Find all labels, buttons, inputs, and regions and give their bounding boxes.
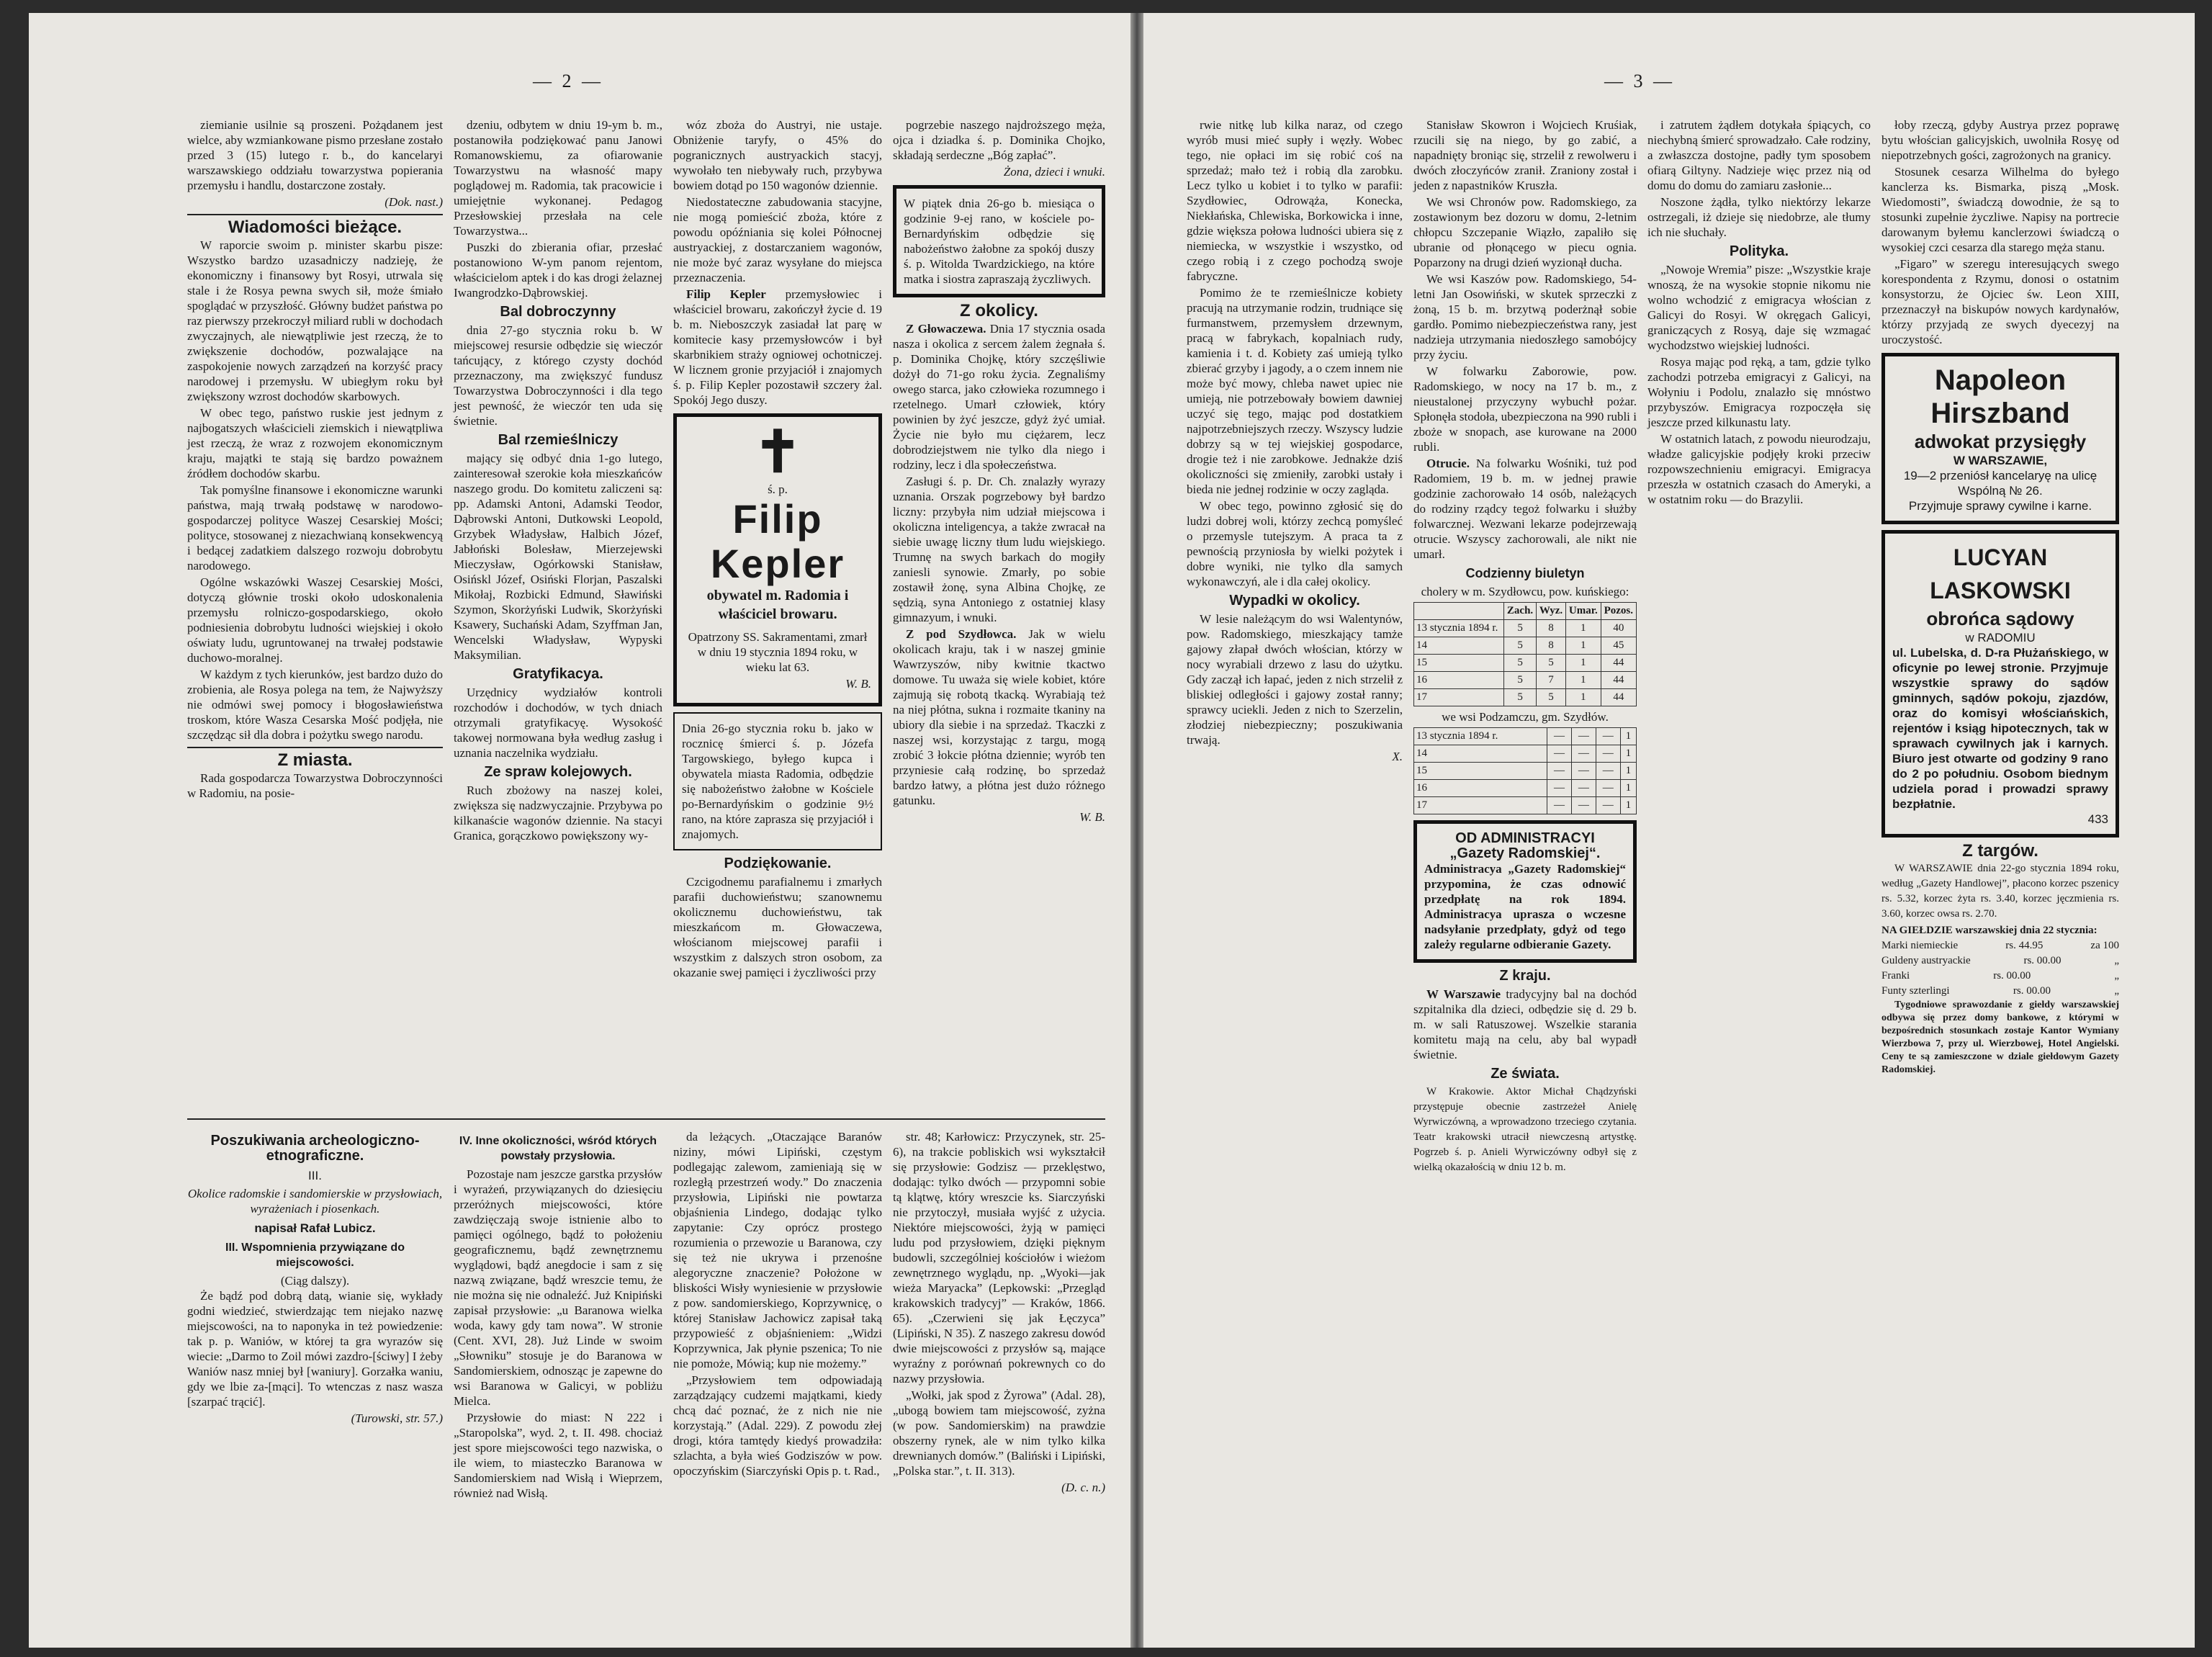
accidents-text: W lesie należącym do wsi Walentynów, pow. Radomskiego, mieszkający tamże gajowy złapał dwóch włościan, którzy w nocy wyrabiali drzewo z lasu do użytku. Gdy zaczął ich łapać, jeden z nich strzelił z bliskiej odległości i gajowy został ranny; sprawcy uciekli. Jeden z nich to Szerzelin, złodziej niebezpieczny; poszukiwania trwają. bbox=[1187, 612, 1403, 747]
cholera-row bbox=[1414, 745, 1637, 763]
ad2-city: w RADOMIU bbox=[1965, 631, 2036, 645]
szydlowiec-body: Jak w wielu okolicach kraju, tak i w naszej gminie Wawrzyszów, niby kwitnie tkactwo domowe. Tu uważa się wiele kobiet, które zajmują się robotą tkacką. Wyrabiają też na niej płótna, sukna i rozmaite tkaniny na ubiory dla siebie i na sprzedaż. Tkaczki z naszej wsi, korzystając z targu, mogą zrobić 3 łokcie płótna dziennie; wyrób ten przyniesie całą rodzinę, bo sprzedaż bardzo łatwy, a płótna jest dużo różnego gatunku. bbox=[893, 627, 1106, 807]
column-3 bbox=[1647, 117, 1871, 508]
cholera-row bbox=[1414, 637, 1637, 655]
town-text-cont-2: Puszki do zbierania ofiar, przesłać postanowiono W-ym panom rejentom, właścicielom aptek i do kas drogi żelaznej Iwangrodzko-Dąbrowskiej. bbox=[454, 241, 662, 300]
cholera-cell: — bbox=[1547, 797, 1572, 814]
cholera-row bbox=[1414, 728, 1637, 745]
divider bbox=[187, 214, 443, 215]
cholera-cell: 5 bbox=[1504, 637, 1537, 655]
szydlowiec-sign: W. B. bbox=[1079, 810, 1105, 824]
cholera-cell: 1 bbox=[1620, 728, 1636, 745]
cholera-cell: 15 bbox=[1414, 655, 1504, 672]
feuilleton-text: Że bądź pod dobrą datą, wianie się, wykłady godni wiedzieć, stwierdzając tem niejako nazwę miejscowości, na to naponyka in też powiedzenie: tak p. p. Waniów, w której ta gra wyrazów się wiecie: „Darmo to Zoil mówi zazdro-[ściwy] I żeby Waniów nasz mniej był [waniury]. Gorzałka waniu, gdy we lbie za-[mąci]. To wtenczas z nasz wasza [szarpać trącić]. bbox=[187, 1289, 443, 1409]
ball-heading: Bal dobroczynny bbox=[500, 304, 616, 320]
news-text-4: W folwarku Zaborowie, pow. Radomskiego, w nocy na 17 b. m., z nieustalonej przyczyny wybuchł pożar. Spłonęła stodoła, ubezpieczona na 990 rubli i zboże w snopach, ase kurowane na 2000 rubli. bbox=[1413, 364, 1637, 454]
country-heading: Z kraju. bbox=[1499, 968, 1551, 984]
cholera-cell: 16 bbox=[1414, 780, 1547, 797]
cholera-row bbox=[1414, 672, 1637, 689]
accidents-sign: X. bbox=[1392, 750, 1403, 763]
cholera-header: Wyz. bbox=[1537, 603, 1566, 620]
cholera-cell: 5 bbox=[1537, 655, 1566, 672]
feuilleton-heading: Poszukiwania archeologiczno-etnograficzne. bbox=[210, 1133, 420, 1164]
memorial-box bbox=[673, 712, 882, 850]
cholera-subheading: cholery w m. Szydłowcu, pow. kuńskiego: bbox=[1421, 585, 1629, 598]
szydlowiec-text bbox=[893, 627, 1105, 808]
news-text-4: Ogólne wskazówki Waszej Cesarskiej Mości, dotyczą głównie troski około udoskonalenia przemysłu rolniczo-gospodarskiego, około podniesienia dobrobytu ludności wiejskiej i około oświaty ludu, ugruntowanej na trwałej podstawie duchowo-moralnej. bbox=[187, 575, 443, 665]
news-text: Stanisław Skowron i Wojciech Kruśiak, rzucili się na niego, by go zabić, a napadnięty broniąc się, strzelił z rewolweru i dwóch złoczyńców zranił. Zraniony został i jeden z napastników Kruszła. bbox=[1413, 118, 1637, 192]
lawyer-ad-hirszband bbox=[1881, 353, 2119, 524]
town-heading: Z miasta. bbox=[277, 750, 353, 770]
obituary-body: przemysłowiec i właściciel browaru, zakończył życie d. 19 b. m. Nieboszczyk zasiadał lat parę w komitecie kasy przemysłowców i był skarbnikiem straży ogniowej ochotniczej. W licznem gronie przyjaciół i znajomych ś. p. Filip Kepler pozostawił szczery żal. Spokój Jego duszy. bbox=[673, 287, 883, 407]
feuilleton-column-1 bbox=[187, 1129, 443, 1430]
cholera-header: Zach. bbox=[1504, 603, 1537, 620]
administration-notice bbox=[1413, 820, 1637, 963]
craft-ball-text: mający się odbyć dnia 1-go lutego, zainteresował szerokie koła mieszkańców naszego grodu. Do komitetu zaliczeni są: pp. Adamski Antoni, Adamski Teodor, Dąbrowski Antoni, Dutkowski Leopold, Grzybek Władysław, Halbich Józef, Jabłoński Bolesław, Mierzejewski Mieczysław, Ogórkowski Stanisław, Osińskl Józef, Osiński Florjan, Paszalski Mikołaj, Rozbicki Edmund, Sławiński Szymon, Skorżyński Ludwik, Skorżyński Ksawery, Suchański Adam, Szyffman Jan, Wencelski Władysław, Wypyski Maksymilian. bbox=[454, 452, 662, 662]
cholera-cell: — bbox=[1571, 763, 1596, 780]
cholera-cell: 15 bbox=[1414, 763, 1547, 780]
feuilleton-far-sign: (D. c. n.) bbox=[1061, 1481, 1105, 1494]
cholera-cell: 1 bbox=[1565, 672, 1601, 689]
cholera-row bbox=[1414, 620, 1637, 637]
ad1-info: Przyjmuje sprawy cywilne i karne. bbox=[1908, 499, 2092, 513]
poisoning-body: Na folwarku Wośniki, tuż pod Radomiem, 19 b. m. w jednej prawie godzinie zachorowało 14 osób, należących do rodziny rządcy tegoż folwarku i służby folwarcznej. Wezwani lekarze podejrzewają otrucie. Wszyscy zachorowali, ale nikt nie umarł. bbox=[1413, 457, 1637, 561]
region-body: Dnia 17 stycznia osada nasza i okolica z sercem żalem żegnała ś. p. Dominika Chojkę, który szczęśliwie dożył do 71-go roku życia. Zegnaliśmy owego starca, jako człowieka rozumnego i rzetelnego. Umarł człowiek, który powinien by żyć jeszcze, gdyż żyć umiał. Życie nie było mu ciężarem, lecz dobrodziejstwem nie tylko dla niego i rodziny, lecz i dla społeczeństwa. bbox=[893, 322, 1106, 472]
region-subheading: Z Głowaczewa. bbox=[906, 322, 986, 336]
ad1-address: 19—2 przeniósł kancelaryę na ulicę Wspólną № 26. bbox=[1903, 469, 2098, 498]
region-text-2: Zasługi ś. p. Dr. Ch. znalazły wyrazy uznania. Orszak pogrzebowy był bardzo liczny: przybyła nim udział miejscowa i okoliczna inteligencya, a także zwracał na siebie uwagę liczny tłum ludu wiejskiego. Trumnę na swych barkach do mogiły zaniesli synowie. Zmarły, po sobie zostawił żonę, syna Albina Chojkę, ze sędzią, syna Antoniego z ostatniej klasy gimnazyum, i wnuki. bbox=[893, 475, 1105, 624]
craft-ball-heading: Bal rzemieślniczy bbox=[498, 432, 619, 448]
feuilleton-column-3 bbox=[673, 1129, 882, 1480]
cholera-table bbox=[1413, 602, 1637, 706]
cholera-header-date bbox=[1414, 603, 1504, 620]
cholera-cell: — bbox=[1596, 763, 1620, 780]
mass-notice-box bbox=[893, 185, 1105, 297]
thanks-text-cont: pogrzebie naszego najdroższego męża, ojca i dziadka ś. p. Dominika Chojko, składają serdeczne „Bóg zapłać”. bbox=[893, 118, 1105, 162]
thanks-text: Czcigodnemu parafialnemu i zmarłych parafii duchowieństwu; szanownemu okolicznemu duchowieństwu, tak mieszkańcom m. Głowaczewa, włościanom miejscowej parafii i wszystkim z dalszych stron osobom, za okazanie swej pamięci i życzliwości przy bbox=[673, 875, 882, 979]
cholera-cell: 1 bbox=[1620, 763, 1636, 780]
cholera-cell: 1 bbox=[1620, 745, 1636, 763]
cholera-cell: 5 bbox=[1504, 620, 1537, 637]
cholera-row bbox=[1414, 763, 1637, 780]
region-text bbox=[893, 321, 1105, 472]
exchange-rate-cell: za 100 bbox=[2090, 940, 2119, 951]
cholera-cell: 1 bbox=[1565, 637, 1601, 655]
cholera-cell: 44 bbox=[1601, 655, 1636, 672]
exchange-rate-row bbox=[1881, 984, 2119, 999]
cholera-cell: — bbox=[1571, 797, 1596, 814]
cholera-cell: — bbox=[1571, 780, 1596, 797]
cholera-cell: — bbox=[1547, 745, 1572, 763]
town-text: Rada gospodarcza Towarzystwa Dobroczynności w Radomiu, na posie- bbox=[187, 771, 443, 800]
exchange-rates-list bbox=[1881, 938, 2119, 999]
feuilleton-subtitle: Okolice radomskie i sandomierskie w przysłowiach, wyrażeniach i piosenkach. bbox=[187, 1187, 443, 1216]
railway-text: Ruch zbożowy na naszej kolei, zwiększa się nadzwyczajnie. Przybywa po kilkanaście wagonów dziennie. Na stacyi Granica, gorączkowo powiększony wy- bbox=[454, 783, 662, 843]
cholera-cell: 5 bbox=[1537, 689, 1566, 706]
article-text-2: Pomimo że te rzemieślnicze kobiety pracują na utrzymanie rodzin, trudniące się furmanstwem, przemysłem drzewnym, pracą w fabrykach, kopalniach rudy, kamienia i t. d. Kobiety zaś umieją tylko zbierać grzyby i jagody, a o czem innem nie może być mowy, chleba nawet upiec nie umieją, nie potrzebowały bowiem dawniej uczyć się tego, mając pod dostatkiem najpotrzebniejszych rzeczy. Wszyscy ludzie dobrzy są w tej wiejskiej gospodarce, drogie też i nie zarobkowe. Jednakże dziś okoliczności się zmieniły, zarobki ustały i bieda nie jednej rodzinie w oczy zagląda. bbox=[1187, 286, 1403, 496]
column-1 bbox=[187, 117, 443, 802]
exchange-rate-cell: rs. 00.00 bbox=[2023, 955, 2062, 966]
column-1 bbox=[1187, 117, 1403, 768]
szydlowiec-subheading: Z pod Szydłowca. bbox=[906, 627, 1017, 641]
ad2-title: obrońca sądowy bbox=[1926, 608, 2074, 629]
cholera-cell: 13 stycznia 1894 r. bbox=[1414, 620, 1504, 637]
cholera-row bbox=[1414, 655, 1637, 672]
feuilleton-mid-text: Pozostaje nam jeszcze garstka przysłów i wyrażeń, przywiązanych do dziesięciu przeróżnych miejscowości, które zawdzięczają swoje istnienie albo to pamięci ogólnego, bądź to położeniu geograficznemu, bądź zewnętrznemu wyglądowi, bądź anegdocie i sam z się nazwą związane, bądź wreszcie temu, że nie można się nie odnaleźć. Już Knipiński zapisał przysłowie: „u Baranowa wielka woda, kawy gdy tam nowa”. W stronie (Cent. XVI, 28). Już Linde w swoim „Słowniku” stosuje je do Baranowa w Sandomierskiem, odnosząc je zapewne do wsi Baranowa w Galicyi, w pobliżu Mielca. bbox=[454, 1167, 662, 1408]
cholera-cell: 14 bbox=[1414, 637, 1504, 655]
markets-text: W WARSZAWIE dnia 22-go stycznia 1894 roku, według „Gazety Handlowej”, płacono korzec pszenicy rs. 5.32, korzec żyta rs. 3.40, korzec jęczmienia rs. 3.60, korzec owsa rs. 2.70. bbox=[1881, 863, 2119, 920]
admin-subheading: „Gazety Radomskiej“. bbox=[1449, 845, 1601, 861]
cholera-cell: 5 bbox=[1504, 689, 1537, 706]
cholera-cell: — bbox=[1596, 728, 1620, 745]
page-number: — 3 — bbox=[1604, 71, 1675, 91]
cholera-cell: 1 bbox=[1620, 797, 1636, 814]
article-text-2: Noszone żądła, tylko niektórzy lekarze ostrzegali, iż dzieje się niedobrze, ale tłumy ich nie słuchały. bbox=[1647, 195, 1871, 239]
ball-text: dnia 27-go stycznia roku b. W miejscowej resursie odbędzie się wieczór tańcujący, z którego czysty dochód przeznaczony, ma zwiększyć fundusz Towarzystwa Dobroczynności i dla tego jest pewność, że wieczór ten uda się świetnie. bbox=[454, 323, 662, 428]
feuilleton-continued: (Ciąg dalszy). bbox=[280, 1274, 350, 1288]
railway-text-cont: wóz zboża do Austryi, nie ustaje. Obniżenie taryfy, o 45% do pogranicznych austryackich stacyj, wywołało ten niebywały ruch, przybywa bowiem dotąd po 150 wagonów dziennie. bbox=[673, 118, 882, 192]
feuilleton-column-2 bbox=[454, 1129, 662, 1502]
feuilleton-far-text: str. 48; Karłowicz: Przyczynek, str. 25-6), na trakcie pobliskich wsi wykształcił się przysłowie: Godzisz — przeklęstwo, dodając: tylko dwóch — przypomni sobie tą klątwę, który wreszcie ks. Siarczyński nie przytoczył, musiała wyjść z użycia. Niektóre miejscowości, żyją w pamięci ludu pod przysłowiem, dzięki pięknym budowli, szczególniej kościołów i wieżom zewnętrznego wyglądu, np. „Wyoki—jak wieża Maryacka” (Lepkowski: „Przegląd krakowskich tradycyj” — Kraków, 1866. 65). „Czerwieni się jak Łęczyca” (Lipiński, N 35). Z naszego zakresu dowód dwie miejscowości z przysłów są, mające wyraźny z porównań pokrewnych co do nazwy przysłowia. bbox=[893, 1130, 1105, 1386]
world-text: W Krakowie. Aktor Michał Chądzyński przystępuje obecnie zastrzeżeł Anielę Wyrwiczówną, a wprowadzono trzeciego czytania. Teatr krakowski utracił niewczesną artystkę. Pogrzeb ś. p. Anieli Wyrwiczówny odbył się z wielką okazałością w dniu 12 b. m. bbox=[1413, 1086, 1637, 1173]
mass-notice-text: W piątek dnia 26-go b. miesiąca o godzinie 9-ej rano, w kościele po-Bernardyńskim odbędzie się nabożeństwo żałobne za spokój duszy ś. p. Witolda Twardzickiego, na które matka i siostra zapraszają życzliwych. bbox=[904, 197, 1094, 286]
cross-icon: ✝ bbox=[753, 421, 802, 485]
cholera-cell: 5 bbox=[1504, 655, 1537, 672]
cholera-cell: — bbox=[1547, 780, 1572, 797]
exchange-rate-cell: „ bbox=[2114, 970, 2119, 982]
gratification-text: Urzędnicy wydziałów kontroli rozchodów i dochodów, w tych dniach otrzymali gratyfikacyę. Wysokość takowej normowana była według zasług i uznania naczelnika wydziału. bbox=[454, 686, 662, 760]
obituary-name: Filip Kepler bbox=[686, 287, 766, 301]
railway-heading: Ze spraw kolejowych. bbox=[484, 764, 632, 780]
news-text-3: We wsi Kaszów pow. Radomskiego, 54-letni Jan Osowiński, w skutek sprzeczki z żoną, 15 b. m. brzytwą poderżnął sobie gardło. Pomimo niebezpieczeństwa rany, jest nadzieja utrzymania niedoszłego samobójcy przy życiu. bbox=[1413, 272, 1637, 362]
news-text-2: We wsi Chronów pow. Radomskiego, za zostawionym bez dozoru w domu, 2-letnim chłopcu Szczepanie Wiązło, zapaliło się ubranie od płonącego w piecu ognia. Poparzony na drugi dzień wyzionął ducha. bbox=[1413, 195, 1637, 269]
obituary-box bbox=[673, 413, 882, 706]
cholera-cell: 1 bbox=[1565, 655, 1601, 672]
cholera-cell: — bbox=[1596, 745, 1620, 763]
news-text-2: W obec tego, państwo ruskie jest jednym z najbogatszych właścicieli ziemskich i niewątpliwa jest rzeczą, że wraz z rozwojem ekonomicznym kraju, majątki te stają się bardzo poważnem źródłem dochodów skarbu. bbox=[187, 406, 443, 480]
cholera-cell: 7 bbox=[1537, 672, 1566, 689]
cholera-row bbox=[1414, 780, 1637, 797]
markets-heading: Z targów. bbox=[1962, 841, 2038, 861]
news-text-5: W każdym z tych kierunków, jest bardzo dużo do zrobienia, ale Rosya polega na tem, że Najwyższy nie odmówi swej pomocy i błogosławieństwa troskom, które Wasza Cesarska Mość podjęła, nie szczędząc sił dla dobra i pożytku swego narodu. bbox=[187, 668, 443, 742]
ad2-number: 433 bbox=[2087, 812, 2108, 826]
cholera-table-body bbox=[1414, 728, 1637, 814]
cholera-cell: 8 bbox=[1537, 637, 1566, 655]
cholera-cell: 45 bbox=[1601, 637, 1636, 655]
cholera-cell: — bbox=[1596, 780, 1620, 797]
admin-heading: OD ADMINISTRACYI bbox=[1455, 830, 1595, 846]
cholera-cell: — bbox=[1571, 745, 1596, 763]
cholera-cell: 1 bbox=[1620, 780, 1636, 797]
column-2 bbox=[454, 117, 662, 845]
cholera-cell: — bbox=[1547, 728, 1572, 745]
article-text-3: W obec tego, powinno zgłosić się do ludzi dobrej woli, którzy zechcą pomyśleć o przemysle tutejszym. A praca ta z pewnością przyniosła by wielki pożytek i dobre wyniki, nie tylko dla samych wykonawczyń, ale i dla całej okolicy. bbox=[1187, 499, 1403, 588]
lawyer-ad-laskowski bbox=[1881, 530, 2119, 838]
politics-text-2: Rosya mając pod ręką, a tam, gdzie tylko zachodzi potrzeba emigracyi z Galicyi, na Wołyniu i Podolu, znalazło się mnóstwo przybyszów. Emigracya rozpoczęła się jeszcze przed kilkunastu laty. bbox=[1647, 355, 1871, 429]
exchange-rate-row bbox=[1881, 938, 2119, 953]
obituary-box-name: Filip Kepler bbox=[710, 496, 845, 586]
cholera-cell: 16 bbox=[1414, 672, 1504, 689]
town-text-cont: dzeniu, odbytem w dniu 19-ym b. m., postanowiła podziękować panu Janowi Romanowskiemu, za ofiarowanie Towarzystwu na własność mapy poglądowej m. Radomia, tak pracowicie i umiejętnie wykonanej. Pedagog Przesłowskiej przesłała na cele Towarzystwa... bbox=[454, 118, 662, 238]
cholera-subheading-2: we wsi Podzamczu, gm. Szydłów. bbox=[1442, 710, 1609, 724]
country-text bbox=[1413, 987, 1637, 1062]
cholera-cell: 14 bbox=[1414, 745, 1547, 763]
intro-sign: (Dok. nast.) bbox=[385, 195, 443, 209]
ad1-name: Napoleon Hirszband bbox=[1930, 364, 2070, 429]
exchange-rate-cell: „ bbox=[2114, 985, 2119, 997]
thanks-heading: Podziękowanie. bbox=[724, 856, 832, 871]
cholera-table-2 bbox=[1413, 727, 1637, 814]
thanks-sign: Żona, dzieci i wnuki. bbox=[1003, 165, 1105, 179]
railway-text-cont-2: Niedostateczne zabudowania stacyjne, nie mogą pomieścić zboża, które z powodu opóźniania się kolei Północnej austryackiej, z dostarczaniem wagonów, nie może być zaraz wysyłane do miejsca przeznaczenia. bbox=[673, 195, 882, 284]
cholera-cell: 1 bbox=[1565, 620, 1601, 637]
article-text: rwie nitkę lub kilka naraz, od czego wyrób musi mieć supły i węzły. Wobec tego, nie opłaci im się robić coś na sprzedaż; mało też i robią dla zarobku. Lecz tylko u kobiet i to tylko w parafii: Szydłowiec, Odrowąża, Konecka, Niekłańska, Chlewiska, Borkowicka i inne, gdzie większa połowa ludności ubiera się z niemiecka, w wszystkie i wszystko, od czego robią i z czego pochodzą swoje fabryczne. bbox=[1187, 118, 1403, 283]
poisoning-heading: Otrucie. bbox=[1426, 457, 1470, 470]
cholera-cell: 13 stycznia 1894 r. bbox=[1414, 728, 1547, 745]
poisoning-text bbox=[1413, 456, 1637, 562]
cholera-cell: — bbox=[1547, 763, 1572, 780]
exchange-footer: Tygodniowe sprawozdanie z giełdy warszawskiej odbywa się przez domy bankowe, z którymi w bezpośrednich stosunkach zostaje Kantor Wymiany Wierzbowa 7, przy ul. Wierzbowej, Hotel Angielski. Ceny te są zamieszczone w dziale giełdowym Gazety Radomskiej. bbox=[1881, 1000, 2119, 1075]
section-divider bbox=[187, 1118, 1105, 1120]
feuilleton-author: napisał Rafał Lubicz. bbox=[254, 1221, 376, 1235]
obituary-box-died: Opatrzony SS. Sakramentami, zmarł w dniu 19 stycznia 1894 roku, w wieku lat 63. bbox=[688, 630, 868, 674]
cholera-cell: 40 bbox=[1601, 620, 1636, 637]
cholera-table-body bbox=[1414, 620, 1637, 706]
cholera-header: Umar. bbox=[1565, 603, 1601, 620]
gratification-heading: Gratyfikacya. bbox=[513, 666, 603, 682]
divider bbox=[187, 747, 443, 748]
feuilleton-mid-text-2: Przysłowie do miast: N 222 i „Staropolska”, wyd. 2, t. II. 498. chociaż jest spore miejscowości tego nazwiska, o ile wiem, to miasteczko Baranowa w Sandomierskiem nad Wisłą i Wieprzem, również nad Wisłą. bbox=[454, 1411, 662, 1500]
exchange-rate-cell: rs. 00.00 bbox=[1993, 970, 2031, 982]
article-text: i zatrutem żądłem dotykała śpiących, co niechybną śmierć sprowadzało. Całe rodziny, a zwłaszcza dostojne, padły tym sposobem ofiarą Giltyny. Nadzieje więc przez nią od domu do domu do zamiaru zasłonie... bbox=[1647, 118, 1871, 192]
exchange-rate-cell: Funty szterlingi bbox=[1881, 985, 1950, 997]
cholera-row bbox=[1414, 797, 1637, 814]
column-2 bbox=[1413, 117, 1637, 1177]
country-subheading: W Warszawie bbox=[1426, 987, 1501, 1001]
book-spine bbox=[1130, 13, 1143, 1648]
feuilleton-right-text: da leżących. „Otaczające Baranów niziny, mówi Lipiński, częstym podlegając zalewom, zamieniają się w rozległą przestrzeń wody.” Do znaczenia przysłowia, Lipiński nie powtarza objaśnienia Lindego, dodając tylko zapytanie: Czy oprócz prostego rozumienia o przewozie u Baranowa, czy się też nie ukrywa i przenośne alegoryczne znaczenie? Położone w bliskości Wisły wyniesienie w przysłowie z pow. sandomierskiego, Koprzywnicę, o której Stanisław Jachowicz zapisał taką przypowieść z objaśnieniem: „Widzi Koprzywnica, Jak płynie pszenica; To nie nie pomoże, Mówią; kup nie możemy.” bbox=[673, 1130, 882, 1370]
exchange-rate-cell: Guldeny austryackie bbox=[1881, 955, 1971, 966]
obituary-box-role: obywatel m. Radomia i właściciel browaru. bbox=[706, 588, 849, 622]
news-text-3: Tak pomyślne finansowe i ekonomiczne warunki państwa, mają trwałą podstawę w narodowo-gospodarczej polityce Waszej Cesarskiej Mości; polityce, stosowanej z niezachwianą konsekwencyą i bedącej zadatkiem dalszego rozwoju dobrobytu narodowego. bbox=[187, 483, 443, 572]
country-body: tradycyjny bal na dochód szpitalnika dla dzieci, odbędzie się d. 29 b. m. w sali Ratuszowej. Wszelkie starania komitetu mają na celu, aby bal wypadł świetnie. bbox=[1413, 987, 1637, 1061]
column-3 bbox=[673, 117, 882, 982]
politics-text-cont: łoby rzeczą, gdyby Austrya przez poprawę bytu włościan galicyjskich, uwolniła Rosyę od niepotrzebnych gości, zagrożonych na granicy. bbox=[1881, 118, 2119, 162]
cholera-cell: 17 bbox=[1414, 689, 1504, 706]
obituary-box-sp: ś. p. bbox=[768, 482, 788, 496]
exchange-rate-cell: „ bbox=[2114, 955, 2119, 966]
intro-text: ziemianie usilnie są proszeni. Pożądanem jest wielce, aby wzmiankowane pismo przesłane zostało przed 3 (15) lutego r. b., do kancelaryi warszawskiego oddziału towarzystwa popierania przemysłu i handlu, dostarczone zostały. bbox=[187, 118, 443, 192]
region-heading: Z okolicy. bbox=[960, 301, 1038, 320]
news-text: W raporcie swoim p. minister skarbu pisze: Wszystko bardzo uzasadniczy nadzieję, że ekonomiczny i finansowy byt Rosyi, utrwala się stale i że Rosya pewna swych sił, może śmiało spoglądać w przyszłość. Główny budżet państwa po raz pierwszy przekroczył miliard rubli w dochodach zwyczajnych, ale niewątpliwie jest rzeczą, że to zwiększenie dochodów, pozwalające na zaspokojenie nowych zarządzeń na korzyść pracy narodowej i przemysłu. W ubiegłym roku był zwiększony wzrost dochodów skarbowych. bbox=[187, 238, 443, 403]
cholera-cell: 5 bbox=[1504, 672, 1537, 689]
cholera-row bbox=[1414, 689, 1637, 706]
politics-text-cont-2: Stosunek cesarza Wilhelma do byłego kanclerza ks. Bismarka, piszą „Mosk. Wiedomosti”, świadczą dowodnie, że są to stosunki zupełnie życzliwe. Napisy na portrecie darowanym byłemu kanclerzowi świadczą o wysokiej czci cesarza dla starego męża stanu. bbox=[1881, 165, 2119, 254]
exchange-rate-row bbox=[1881, 953, 2119, 969]
admin-text: Administracya „Gazety Radomskiej“ przypomina, że czas odnowić przedpłatę na rok 1894. Administracya uprasza o wczesne nadsyłanie przedpłaty, gdyż od tego zależy regularne odbieranie Gazety. bbox=[1424, 862, 1626, 951]
feuilleton-column-4 bbox=[893, 1129, 1105, 1499]
exchange-heading: NA GIEŁDZIE warszawskiej dnia 22 stycznia: bbox=[1881, 925, 2098, 936]
exchange-rate-cell: rs. 44.95 bbox=[2005, 940, 2044, 951]
cholera-cell: 44 bbox=[1601, 689, 1636, 706]
column-4 bbox=[1881, 117, 2119, 1078]
cholera-cell: — bbox=[1596, 797, 1620, 814]
feuilleton-right-text-2: „Przysłowiem tem odpowiadają zarządzający cudzemi majątkami, kiedy chcą dać poznać, że z nich nie nie korzystają.” (Adal. 229). Z powodu złej drogi, która tamtędy kiedyś prowadziła: szlachta, a była wieś Godziszów w pow. opoczyńskim (Siarczyński Opis p. t. Rad., bbox=[673, 1373, 882, 1478]
world-heading: Ze świata. bbox=[1491, 1066, 1560, 1082]
accidents-heading: Wypadki w okolicy. bbox=[1229, 593, 1360, 609]
obituary-text bbox=[673, 287, 882, 408]
cholera-cell: 1 bbox=[1565, 689, 1601, 706]
exchange-rate-cell: Franki bbox=[1881, 970, 1910, 982]
cholera-heading: Codzienny biuletyn bbox=[1465, 566, 1585, 580]
cholera-cell: — bbox=[1571, 728, 1596, 745]
ad1-title: adwokat przysięgły bbox=[1914, 431, 2087, 452]
page-number: — 2 — bbox=[533, 71, 603, 91]
ad2-text: ul. Lubelska, d. D-ra Płużańskiego, w oficynie po lewej stronie. Przyjmuje wszystkie sprawy do sądów gminnych, sądów pokoju, zjazdów, oraz do komisyi włościańskich, rejentów i ksiąg hipotecznych, tak w sprawach cywilnych jak i karnych. Biuro jest otwarte od godziny 9 rano do 2 po południu. Osobom biednym udziela porad i prowadzi sprawy bezpłatnie. bbox=[1892, 646, 2108, 811]
politics-text-cont-3: „Figaro” w szeregu interesujących swego korespondenta z Rzymu, donosi o ostatnim konsystorzu, że Ojciec św. Leon XIII, przeznaczył na biskupów nowych kardynałów, którzy przyjadą ze swych dyecezyj na uroczystość. bbox=[1881, 257, 2119, 346]
feuilleton-far-text-2: „Wołki, jak spod z Żyrowa” (Adal. 28), „ubogą bowiem tam miejscowość, zyżna (w pow. Sandomierskim) na prawdzie obszerny rynek, ale w nim tylko kilka drewnianych domów.” (Baliński i Lipiński, „Polska star.”, t. II. 313). bbox=[893, 1388, 1105, 1478]
politics-text: „Nowoje Wremia” pisze: „Wszystkie kraje wnoszą, że na wysokie stopnie nikomu nie wolno wchodzić z emigracya włościan z Galicyi do Rosyi. W okręgach Galicyi, graniczących z Rosyą, daje się wzmagać wychodzstwo wiejskiej ludności. bbox=[1647, 263, 1871, 352]
exchange-rate-row bbox=[1881, 969, 2119, 984]
feuilleton-mid-heading: IV. Inne okoliczności, wśród których powstały przysłowia. bbox=[459, 1135, 657, 1162]
obituary-box-sign: W. B. bbox=[845, 677, 871, 691]
ad2-name: LUCYAN LASKOWSKI bbox=[1930, 544, 2071, 603]
exchange-rate-cell: rs. 00.00 bbox=[2013, 985, 2051, 997]
cholera-cell: 8 bbox=[1537, 620, 1566, 637]
feuilleton-part: III. bbox=[308, 1169, 322, 1182]
cholera-header: Pozos. bbox=[1601, 603, 1636, 620]
feuilleton-section: III. Wspomnienia przywiązane do miejscowości. bbox=[225, 1241, 405, 1269]
column-4 bbox=[893, 117, 1105, 829]
cholera-cell: 17 bbox=[1414, 797, 1547, 814]
newspaper-page-right bbox=[1143, 13, 2195, 1648]
memorial-text: Dnia 26-go stycznia roku b. jako w rocznicę śmierci ś. p. Józefa Targowskiego, byłego kupca i obywatela miasta Radomia, odbędzie się nabożeństwo żałobne w Kościele po-Bernardyńskim o godzinie 9½ rano, na które zaprasza się przyjaciół i znajomych. bbox=[682, 722, 873, 841]
cholera-cell: 44 bbox=[1601, 672, 1636, 689]
feuilleton-source: (Turowski, str. 57.) bbox=[351, 1411, 443, 1425]
politics-heading: Polityka. bbox=[1729, 243, 1789, 259]
newspaper-page-left bbox=[29, 13, 1130, 1648]
politics-text-3: W ostatnich latach, z powodu nieurodzaju, władze galicyjskie podjęły kroki przeciw rozpowszechnieniu emigracyi. Emigracya przeszła w ostatnich czasach do Ameryki, a w ostatnim roku — do Brazylii. bbox=[1647, 432, 1871, 506]
ad1-city: W WARSZAWIE, bbox=[1953, 454, 2048, 467]
news-heading: Wiadomości bieżące. bbox=[228, 217, 403, 237]
exchange-rate-cell: Marki niemieckie bbox=[1881, 940, 1959, 951]
